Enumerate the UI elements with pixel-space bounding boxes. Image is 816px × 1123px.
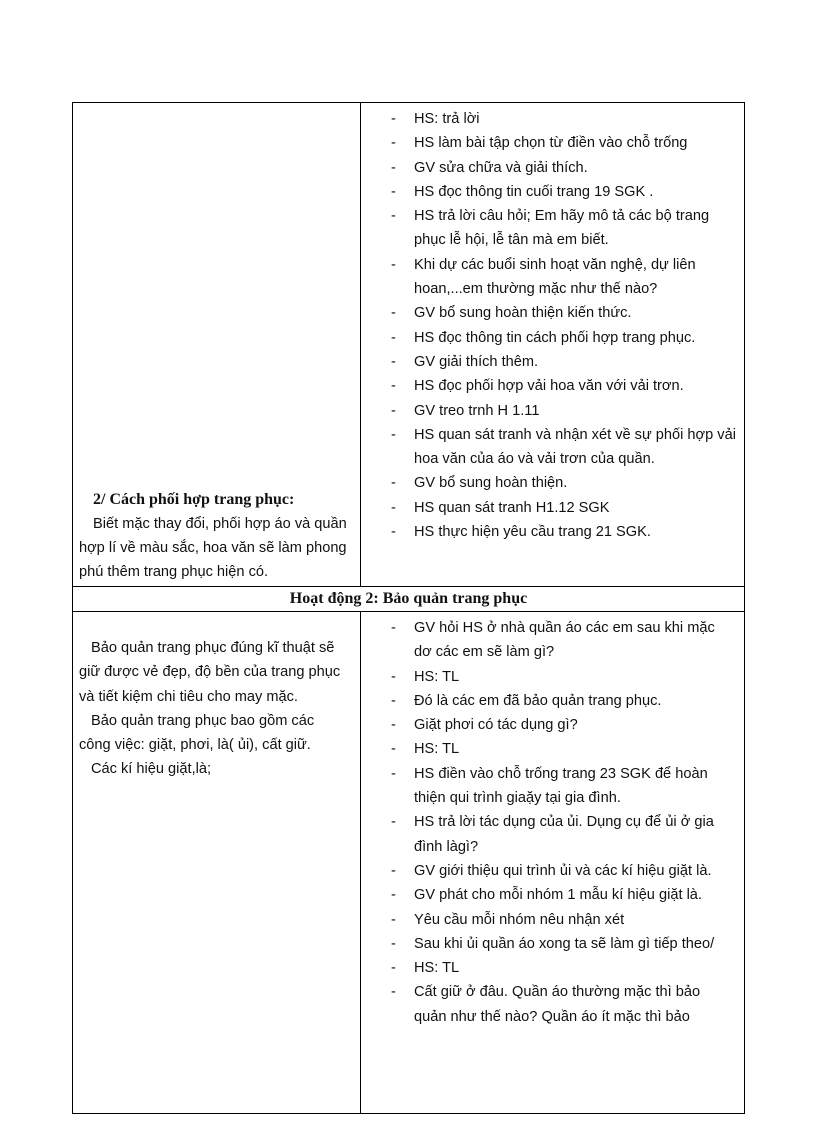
table-row bbox=[73, 612, 745, 1114]
list-item: - GV giải thích thêm. bbox=[361, 350, 736, 374]
list-item: - HS điền vào chỗ trống trang 23 SGK để hoàn thiện qui trình giaặy tại gia đình. bbox=[361, 762, 736, 811]
list-item: - HS trả lời câu hỏi; Em hãy mô tả các bộ trang phục lễ hội, lễ tân mà em biết. bbox=[361, 204, 736, 253]
content-paragraph: Biết mặc thay đổi, phối hợp áo và quần hợp lí về màu sắc, hoa văn sẽ làm phong phú thêm trang phục hiện có. bbox=[79, 516, 347, 580]
list-item: - HS quan sát tranh và nhận xét về sự phối hợp vải hoa văn của áo và vải trơn của quần. bbox=[361, 423, 736, 472]
list-item: - GV bổ sung hoàn thiện. bbox=[361, 471, 736, 495]
activity-cell-right bbox=[361, 612, 745, 1114]
list-item: - GV giới thiệu qui trình ủi và các kí hiệu giặt là. bbox=[361, 859, 736, 883]
list-item: - Yêu cầu mỗi nhóm nêu nhận xét bbox=[361, 908, 736, 932]
list-item: - HS làm bài tập chọn từ điền vào chỗ trống bbox=[361, 131, 736, 155]
lesson-table bbox=[72, 102, 745, 1114]
list-item: - Giặt phơi có tác dụng gì? bbox=[361, 713, 736, 737]
activity-cell-right bbox=[361, 103, 745, 587]
content-cell-left bbox=[73, 103, 361, 587]
table-row bbox=[73, 587, 745, 612]
table-row bbox=[73, 103, 745, 587]
content-paragraph: Bảo quản trang phục bao gồm các công việc: giặt, phơi, là( ủi), cất giữ. bbox=[79, 712, 315, 754]
list-item: - GV bổ sung hoàn thiện kiến thức. bbox=[361, 301, 736, 325]
list-item: - Sau khi ủi quần áo xong ta sẽ làm gì tiếp theo/ bbox=[361, 932, 736, 956]
list-item: - HS: TL bbox=[361, 737, 736, 761]
list-item: - HS đọc thông tin cách phối hợp trang phục. bbox=[361, 326, 736, 350]
list-item: - Khi dự các buổi sinh hoạt văn nghệ, dự liên hoan,...em thường mặc như thế nào? bbox=[361, 253, 736, 302]
list-item: - GV phát cho mỗi nhóm 1 mẫu kí hiệu giặt là. bbox=[361, 883, 736, 907]
activity-heading: Hoạt động 2: Bảo quản trang phục bbox=[73, 587, 745, 612]
activity-list bbox=[361, 103, 744, 544]
list-item: - HS: trả lời bbox=[361, 107, 736, 131]
activity-list bbox=[361, 612, 744, 1029]
list-item: - HS: TL bbox=[361, 956, 736, 980]
list-item: - GV treo trnh H 1.11 bbox=[361, 399, 736, 423]
content-paragraph: Các kí hiệu giặt,là; bbox=[91, 761, 212, 778]
list-item: - HS thực hiện yêu cầu trang 21 SGK. bbox=[361, 520, 736, 544]
section-heading-coordination: 2/ Cách phối hợp trang phục: bbox=[93, 491, 295, 508]
list-item: - HS đọc phối hợp vải hoa văn với vải trơn. bbox=[361, 374, 736, 398]
list-item: - HS: TL bbox=[361, 665, 736, 689]
list-item: - HS đọc thông tin cuối trang 19 SGK . bbox=[361, 180, 736, 204]
list-item: - GV hỏi HS ở nhà quần áo các em sau khi mặc dơ các em sẽ làm gì? bbox=[361, 616, 736, 665]
list-item: - Cất giữ ở đâu. Quần áo thường mặc thì bảo quản như thế nào? Quần áo ít mặc thì bảo bbox=[361, 980, 736, 1029]
content-paragraph: Bảo quản trang phục đúng kĩ thuật sẽ giữ được vẻ đẹp, độ bền của trang phục và tiết kiệm chi tiêu cho may mặc. bbox=[79, 640, 341, 705]
content-block bbox=[73, 612, 360, 782]
list-item: - GV sửa chữa và giải thích. bbox=[361, 156, 736, 180]
list-item: - Đó là các em đã bảo quản trang phục. bbox=[361, 689, 736, 713]
content-cell-left bbox=[73, 612, 361, 1114]
list-item: - HS quan sát tranh H1.12 SGK bbox=[361, 496, 736, 520]
list-item: - HS trả lời tác dụng của ủi. Dụng cụ để ủi ở gia đình làgì? bbox=[361, 810, 736, 859]
